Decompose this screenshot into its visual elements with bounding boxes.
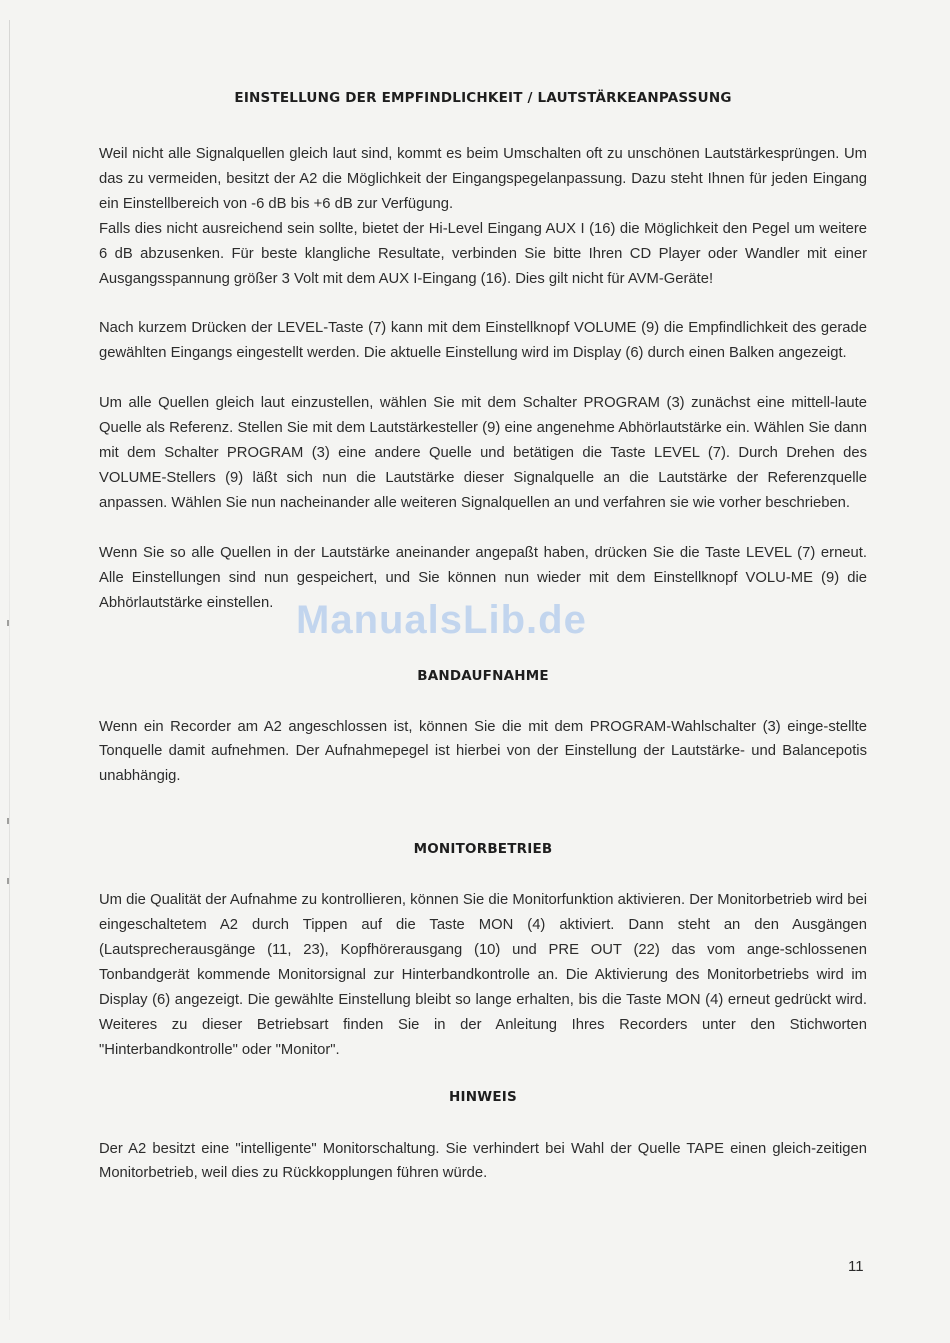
aux-paragraph: Falls dies nicht ausreichend sein sollte, bietet der Hi-Level Eingang AUX I (16) die Möglichkeit den Pegel um weitere 6 dB abzusenken. Für beste klangliche Resultate, verbinden Sie bitte Ihren CD Player oder Wandler mit einer Ausgangsspannung größer 3 Volt mit dem AUX I-Eingang (16). Dies gilt nicht für AVM-Geräte! — [99, 220, 867, 287]
store-paragraph: Wenn Sie so alle Quellen in der Lautstärke aneinander angepaßt haben, drücken Sie die Taste LEVEL (7) erneut. Alle Einstellungen sind nun gespeichert, und Sie können nun wieder mit dem Einstellknopf VOLU-ME (9) die Abhörlautstärke einstellen. — [99, 544, 867, 611]
calibration-paragraph: Um alle Quellen gleich laut einzustellen, wählen Sie mit dem Schalter PROGRAM (3) zunächst eine mittell-laute Quelle als Referenz. Stellen Sie mit dem Lautstärkesteller (9) eine angenehme Abhörlautstärke ein. Wählen Sie dann mit dem Schalter PROGRAM (3) eine andere Quelle und betätigen die Taste LEVEL (7). Durch Drehen des VOLUME-Stellers (9) läßt sich nun die Lautstärke dieser Signalquelle an die Lautstärke der Referenzquelle anpassen. Wählen Sie nun nacheinander alle weiteren Signalquellen an und verfahren sie wie vorher beschrieben. — [99, 395, 867, 511]
level-paragraph: Nach kurzem Drücken der LEVEL-Taste (7) kann mit dem Einstellknopf VOLUME (9) die Empfindlichkeit des gerade gewählten Eingangs eingestellt werden. Die aktuelle Einstellung wird im Display (6) durch einen Balken angezeigt. — [99, 320, 867, 362]
intro-paragraph: Weil nicht alle Signalquellen gleich laut sind, kommt es beim Umschalten oft zu unschönen Lautstärkesprüngen. Um das zu vermeiden, besitzt der A2 die Möglichkeit der Eingangspegelanpassung. Dazu steht Ihnen für jeden Eingang ein Einstellbereich von -6 dB bis +6 dB zur Verfügung. — [99, 146, 867, 212]
scan-mark — [7, 620, 9, 626]
section-heading-bandaufnahme: BANDAUFNAHME — [417, 667, 549, 684]
monitor-paragraph: Um die Qualität der Aufnahme zu kontrollieren, können Sie die Monitorfunktion aktivieren. Der Monitorbetrieb wird bei eingeschaltetem A2 durch Tippen auf die Taste MON (4) aktiviert. Dann steht an den Ausgängen (Lautsprecherausgänge (11, 23), Kopfhörerausgang (10) und PRE OUT (22) das vom ange-schlossenen Tonbandgerät kommende Monitorsignal zur Hinterbandkontrolle an. Die Aktivierung des Monitorbetriebs wird im Display (6) angezeigt. Die gewählte Einstellung bleibt so lange erhalten, bis die Taste MON (4) erneut gedrückt wird. Weiteres zu dieser Betriebsart finden Sie in der Anleitung Ihres Recorders unter den Stichworten "Hinterbandkontrolle" oder "Monitor". — [99, 892, 867, 1058]
document-page — [99, 88, 867, 1186]
main-heading: EINSTELLUNG DER EMPFINDLICHKEIT / LAUTSTÄRKEANPASSUNG — [234, 90, 732, 106]
page-number: 11 — [848, 1258, 864, 1275]
section-heading-hinweis: HINWEIS — [449, 1088, 517, 1105]
scan-mark — [7, 818, 9, 824]
scan-mark — [7, 878, 9, 884]
page-binding-edge — [9, 20, 10, 1320]
recording-paragraph: Wenn ein Recorder am A2 angeschlossen ist, können Sie die mit dem PROGRAM-Wahlschalter (3) einge-stellte Tonquelle damit aufnehmen. Der Aufnahmepegel ist hierbei von der Einstellung der Lautstärke- und Balancepotis unabhängig. — [99, 718, 867, 785]
section-heading-monitorbetrieb: MONITORBETRIEB — [413, 841, 553, 858]
note-paragraph: Der A2 besitzt eine "intelligente" Monitorschaltung. Sie verhindert bei Wahl der Quelle TAPE einen gleich-zeitigen Monitorbetrieb, weil dies zu Rückkopplungen führen würde. — [99, 1140, 867, 1182]
watermark: ManualsLib.de — [296, 598, 587, 642]
